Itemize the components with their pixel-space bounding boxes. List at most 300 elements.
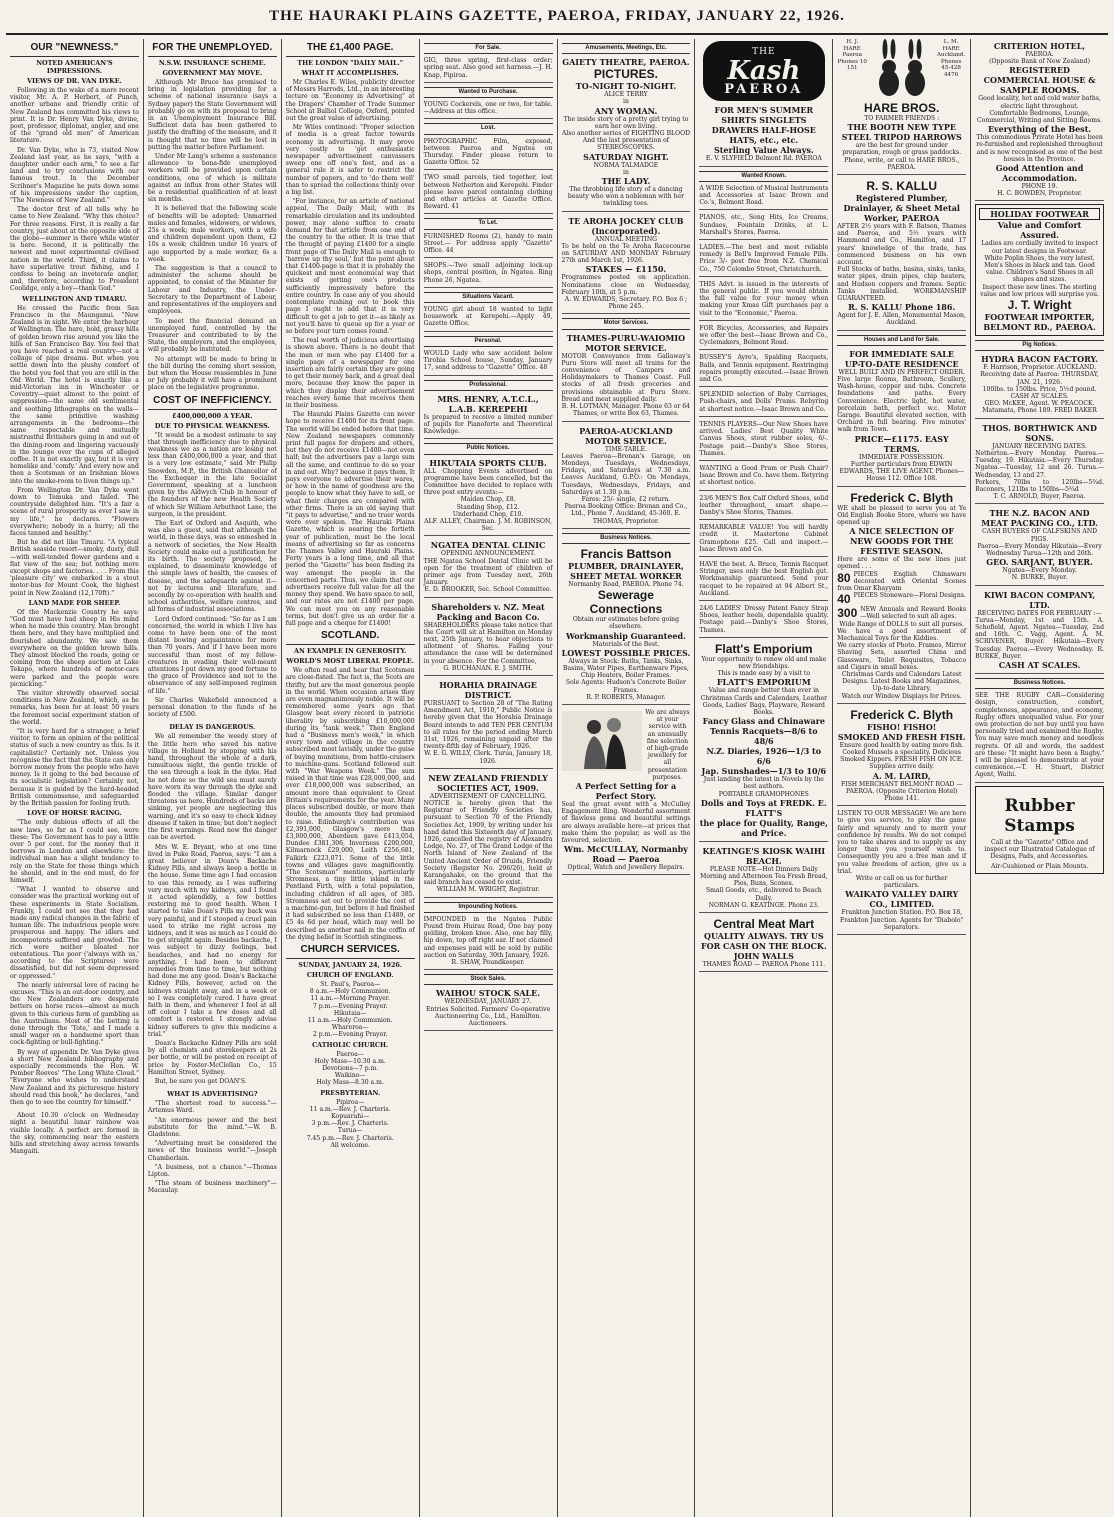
ad-text: N.Z. Diaries, 1926—1/3 to 6/6 [706,746,822,767]
ad-text: PORTABLE GRAMOPHONES [718,790,809,798]
paragraph: Mr Charles E. Wiles, publicity director of Messrs Harrods, Ltd., in an interesting lecture on "Economy in Advertising" at the Drapers' Chamber of Trade Summer School at Balliol College, Oxford, pointed out the great value of advertising. [285,79,415,123]
ad-text: Dolls and Toys at FREDK. E. FLATT'S [700,797,827,818]
column-5 [558,39,696,1517]
ad-item [837,606,966,620]
theatre-ad [562,55,691,211]
ad-text: SHAREHOLDERS please take notice that the Court will sit at Hamilton on Monday next, 25th January, to hear objections to allotment of Shares. Failing your attendance the case will be determined in your absence. For the Committee, [423,621,553,665]
ad-text: Fancy Glass and Chinaware [702,716,825,727]
ad-text: A NICE SELECTION OF NEW GOODS FOR THE FESTIVE SEASON. [849,526,955,557]
ad-signature: NORMAN G. KEATINGE. Phone 23. [708,901,819,909]
paragraph: Lord Oxford continued: "So far as I am concerned, the world in which I live has come to have been one of the most distant bowing acquaintance for more than 70 years. And if I have been more successful than most of my fellow-creatures in evading their well-meant attentions I put down my good fortune to the grace of Providence and not to the observance of any self-imposed regimen of life." [147,615,277,695]
ad-text: Everything of the Best. [987,124,1092,135]
list-item: 11 a.m.—Rev. J. Charteris. [309,1105,391,1113]
paragraph: "It would be a modest estimate to say that through inefficiency due to physical weakness we as a nation are losing not less than £400,000,000 a year, and that is a very low estimate," said Mr Philip Snowden, M.P., the British Chancellor of the Exchequer in the late Socialist Government, speaking at a luncheon given by the Aldwych Club in honour of the founders of the new Health Society of which Sir William Arbuthnot Lane, the surgeon, is the president. [147,431,277,518]
classified-ad: LADIES.—The best and most reliable remedy is Bell's Improved Female Pills. Price 3/- post free from N.Z. Chemical Co., 750 Colombo Street, Christchurch. [699,242,828,277]
classified-ad: YOUNG girl about 18 wanted to light housework at Kerepehi.—Apply 49, Gazette Office. [424,304,553,332]
classified-ad: REMARKABLE VALUE! You will hardly credit it. Mastertone Cabinet Gramophone £25. Call and inspect.—Isaac Brown and Co. [699,522,828,557]
article-subtitle: NOTED AMERICAN'S IMPRESSIONS. [36,59,113,75]
ad-text: WE shall be pleased to serve you at Ye Old English Booke Store, where we have opened up [837,504,967,526]
church-heading: CHURCH OF ENGLAND. [306,970,394,979]
hare-bros-ad [837,99,966,175]
ad-subtitle: Registered Plumber, Drainlayer, & Sheet Metal Worker, PAEROA [843,193,960,224]
ad-text: Small Goods, etc., delivered to Beach Daily. [705,887,822,902]
ad-text: LISTEN TO OUR MESSAGE! We are here to give you service, to play the game fairly and squarely and to merit your confidence by results. We do not compel you to take shares and to supply us any longer than you yourself wish to. Consequently you are a free man and if you value freedom of action, give us a trial. [837,810,967,875]
ad-text: FLATT'S EMPORIUM [716,677,811,688]
list-item: Devotions—7 p.m. [322,1064,379,1072]
notice-ad [424,538,553,597]
ad-signature: W. E. G. WILLY, Clerk. Turua, January 18, 1926. [424,750,553,765]
ad-signature: WILLIAM M. WRIGHT, Registrar. [436,886,540,894]
paragraph: "It is very hard for a stranger, a brief visitor, to form an opinion of the political status of such a new country as this. Is it capitalistic? Certainly not. Unless you recognise the fact that the State can only borrow money from the people who have money. Is it going to the bad because of its socialistic legislation? Certainly not, because it is guided by the hard-headed British commonsense, and safeguarded by the British passion for fooling truth. [10,728,139,808]
ad-date: WEDNESDAY, JANUARY 27. [444,998,532,1006]
ad-signature: WAIKATO VALLEY DAIRY CO., LIMITED. [845,889,959,910]
section-heading: LAND MADE FOR SHEEP. [28,598,121,607]
article-byline: DUE TO PHYSICAL WEAKNESS. [154,421,270,430]
paragraph: About 10.30 o'clock on Wednesday night a beautiful lunar rainbow was visible locally. A perfect arc formed in the sky, commencing near the eastern hills and stretching away across towards Mangaiti. [10,1112,139,1156]
ad-subtitle: ANNUAL MEETING [594,235,658,243]
ad-title: KEATINGE'S KIOSK WAIHI BEACH. [702,845,826,866]
bacon-ad [975,588,1104,674]
list-item: 8 a.m.—Holy Communion. [309,988,391,996]
ad-text: Value and range better than ever in Christmas Cards and Calendars, Leather Goods, Ladies' Bags, Playware, Reward Books. [700,687,828,716]
paragraph: But, be sure you get DOAN'S. [154,1078,247,1085]
ad-text: Ladies are cordially invited to inspect our latest designs in Footwear. [981,240,1098,255]
fish-ad [837,706,966,806]
ad-text: ANY WOMAN. [594,105,658,116]
ad-text: TO FARMER FRIENDS : [864,115,940,122]
ad-title: THOS. BORTHWICK AND SONS. [982,422,1097,443]
ad-text: CASH AT SCALES. [998,659,1081,670]
list-item: 7 p.m.—Evening Prayer. [312,1002,388,1010]
section-label: To Let. [424,218,553,229]
ad-text: AFTER 2½ years with F. Batson, Thames and Paeroa, and 5½ years with Hammond and Co., Hamilton, and 17 years' knowledge of the trade, has commenced business on his own account. [837,223,967,267]
ad-text: F. Harrison, Proprietor. AUCKLAND. [983,364,1096,372]
paragraph: "What I wanted to observe and consider was the practical working out of these experiments in State Socialism. Frankly, I could not see that they had made any radical changes in the fabric of human life. The industrious people were prosperous and happy. The idlers and incompetents suffered and growled. The rich were neither bloated nor ostentatious. The poor ('always with us,' according to the Scriptures) were dissatisfied, but did not seem depressed or oppressed." [10,886,139,980]
quote: "The shortest road to success."—Artemus Ward. [147,1100,277,1115]
ad-text: Programmes posted on application. Nominations close on Wednesday, February 10th, at 5 p.m. [561,274,691,296]
item-number: 300 [837,606,858,621]
ad-text: We have a good assortment of Mechanical Toys for the Kiddies. [837,627,967,642]
list-item: Paeroa— [336,1050,364,1058]
church-list [286,1051,415,1087]
article-title: DELAY IS DANGEROUS. [169,723,256,732]
notice-ad [424,456,553,537]
ad-signature: Paeroa Booking Office: Brenan and Co., Ltd., Phone 7. Auckland, 45-360. E. THOMAS, Proprietor. [564,503,688,525]
masthead: THE HAURAKI PLAINS GAZETTE, PAEROA, FRIDAY, JANUARY 22, 1926. [6,8,1108,35]
section-label: Pig Notices. [975,340,1104,351]
ad-text: Netherton.—Every Monday. Paeroa.—Tuesday, 19. Hikutaia.—Every Thursday. Ngatea.—Tuesday, 12 and 26. Turua.—Wednesday, 13 and 27. [975,449,1104,479]
ad-title: PAEROA-AUCKLAND MOTOR SERVICE. [579,425,673,446]
ad-title: HYDRA BACON FACTORY. [981,354,1098,365]
classified-ad: SHOPS.—Two small adjoining lock-up shops, central position, in Ngatea. Ring Phone 26, Ngatea. [424,260,553,288]
ad-title: THE N.Z. BACON AND MEAT PACKING CO., LTD. [981,508,1098,529]
ad-name: J. T. Wright [1007,298,1072,313]
ad-title: THAMES-PURU-WAIOMIO MOTOR SERVICE. [566,332,686,353]
paragraph: We all remember the weedy story of the little hero who saved his native village in Holland by stopping with his hand, throughout the whole of a dark, tumultuous night, the gentle trickle of the sea through a leak in the dyke. Had he not done so the wild sea must surely have worn its way through the dyke and flooded the village. Similar danger threatens us here. Hundreds of backs are sinking, yet people are neglecting this warning, and it's so easy to check kidney disease if taken in time; but don't neglect the first warnings. Read now the danger can be averted. [147,733,277,842]
ad-subtitle: ADVERTISEMENT OF CANCELLING. [429,792,547,800]
ad-signature: R. SHAW, Poundkeeper. [451,959,525,967]
ad-text: Tennis Racquets—8/6 to 48/6 [710,726,818,747]
section-label: Professional. [424,380,553,391]
ad-text: TO-NIGHT TO-NIGHT. [575,81,677,92]
ad-signature: E. D. BROOKER, Sec. School Committee. [424,586,552,594]
paragraph: He crossed the Pacific from San Francisco in the Maunganui. "New Zealand is in sight. We enter the harbour of Wellington. The bare, bold, grassy hills of golden brown rise around you like the hills of San Francisco Bay. You feel that you have reached a real country—not a collage of pipe dreams. But when you settle down into the plushy comfort of the hotel you feel that you are still in the Old World. The hotel is exactly like a mid-Victorian inn in Winchester or Coventry—quiet almost to the point of suppression—the same old sentimental and soothing lithographs on the walls—the same primitive washing arrangements in the bedrooms—the same respectable and mutually mistrustful Britishers going in and out of the dining-room and lingering vacuously in the lounge over the cups of alleged coffee. It is not exactly gay, but it is very homelike and 'comfy.' And every now and then a Scotsman or an Irishman blows into the smoke-room to liven things up." [10,304,139,485]
ad-title: FOR IMMEDIATE SALE [849,348,954,359]
ad-signature: JOHN WALLS [733,951,794,962]
couple-illustration-icon [562,711,642,771]
ad-signature: E. V. SLYFIELD Belmont Rd. PAEROA [705,155,822,163]
ad-text: Paeroa—Every Monday Hikutaia—Every Wednesday Turua—12th and 26th. [977,542,1102,557]
mccullay-ad [562,707,691,875]
ad-text: L. M. HARE Auckland. Phones 45-428 4476 [936,39,966,78]
rugby-ad: SEE THE RUGBY CAR—Considering design, construction, comfort, completeness, appearance, and economy, Rugby offers unequalled value. For your own protection do not buy until you have personally tried and examined the Rugby. You may save much money and needless regrets. Of all and words, the saddest are these: "It might have been a Rugby." I will be pleased to demonstrate at your convenience.—T. H. Stuart, District Agent, Waihi. [975,690,1104,782]
ad-text: THE BOOTH NEW TYPE STEEL TRIPOD HARROWS [841,122,962,143]
ad-title: NEW ZEALAND FRIENDLY SOCIETIES ACT, 1909. [428,772,548,793]
column-3 [282,39,420,1517]
column-7 [833,39,971,1517]
ad-title: NGATEA DENTAL CLINIC [430,540,546,551]
ad-text: Sterling Value Always. [713,145,814,156]
list-item: 3 p.m.—Rev. J. Charteris. [311,1120,389,1128]
ad-subtitle: Value and Comfort Assured. [997,220,1082,241]
church-heading: CATHOLIC CHURCH. [312,1040,389,1049]
item-text: NEW Annuals and Reward Books—Well selected to suit all ages. [860,606,967,621]
article-title: CHURCH SERVICES. [286,944,415,959]
ad-title: HOLIDAY FOOTWEAR [979,208,1100,220]
article-title: WHAT IS ADVERTISING? [167,1090,258,1099]
paragraph: The Earl of Oxford and Asquith, who was also a guest, said that although the world, in these days, was so enmeshed in a network of societies, the New Health Society could make out a justification for its birth. The society proposed, he explained, to disseminate knowledge of the simple laws of health, the causes of disease, and the safeguards against it—not by lectures and literature, and secondly by co-operation with health and school authorities, welfare centres, and all forms of industrial associations. [147,519,277,614]
list-item: Whareroa— [331,1024,369,1032]
ad-signature: Further particulars from EDWIN EDWARDS, THE LIVE AGENT. Phones—House 112. Office 108. [839,460,964,483]
quote: "The steam of business machinery"—Macaulay. [147,1180,277,1195]
ad-text: 100lbs. to 150lbs. Price, 5½d pound. CASH AT SCALES. [982,385,1097,401]
ad-text: WELL BUILT AND IN PERFECT ORDER. [838,368,965,376]
ad-text: Jap. Sunshades—1/3 to 10/6 [701,766,827,777]
classified-ad: TWO small parcels, tied together, lost between Netherton and Kerepehi. Finder please leave parcel containing clothing and other articles at Gazette Office. Reward. 41 [424,172,553,214]
ad-heading: PICTURES. [593,67,658,82]
ad-name: Wm. McCULLAY, Normanby Road — Paeroa [563,844,688,865]
list-item: St. Paul's, Paeroa— [320,980,381,988]
paragraph: "For instance, for an article of national appeal, The Daily Mail, with its remarkable circulation and its undoubted power, may alone suffice to create demand for that article from one end of the country to the other. It is true that the thought of paying £1400 for a single front page of The Daily Mail is enough to 'barrow up thy soul,' but the point about that £1400-page is that it is probably the quickest and most economical way that exists of getting one's products sufficiently impressively before the entire country. In case any of you should contemplate rushing out to book this page I ought to add that it is very difficult to get a job to get it—as likely as not you'll have to queue up for a year or so before your turn comes round." [285,198,415,335]
ad-text: Air-Cushioned or Plain Mounts. [990,863,1089,871]
ad-text: The inside story of a pretty girl trying to earn her own living. [563,115,689,130]
classified-ad: THIS Advt. is issued in the interests of the general public. If you would obtain the full value for your money when making your Xmas Gift purchases pay a visit to the "Economic," Paeroa. [699,279,828,321]
ad-subtitle: RECEIVING DATES FOR FEBRUARY :— [977,609,1102,617]
list-item: Standing Shop, £12. [456,503,520,511]
ad-text: IMMEDIATE POSSESSION. [858,453,945,461]
paragraph: The doctor first of all tells why he came to New Zealand. "Why this choice? For three reasons. First, it is really a far country, just about at the opposite side of the globe—summer is there while winter is here. Second, it is politically the newest and most experimental civilised nation in the world. Third, it claims to have superlative trout fishing, and I confess to being an inveterate angler, and, therefore, according to President Coolidge, only a boy—thank God." [10,206,139,293]
list-item: All welcome. [330,1141,370,1149]
ad-title: Shareholders v. NZ. Meat Packing and Bacon Co. [431,601,545,622]
ad-text: Also another series of FIGHTING BLOOD And the last presentation of STEREOSCOPIKS. [561,130,690,152]
ad-text: Inspect these new lines. The sterling value and low prices will surprise you. [980,283,1099,298]
ad-text: Good Attention and Accommodation. [995,163,1084,184]
columns [6,39,1108,1517]
ad-subtitle: SMOKED AND FRESH FISH. [837,731,966,742]
classified-ad: TENNIS PLAYERS—Our New Shoes have arrived. Ladies' Best Quality White Canvas Shoes, stout rubber soles, 6/-. Postage paid.—Danby's Shoe Stores, Thames. [699,419,828,461]
ad-text: H. J. HARE Paeroa Phones 10 151 [837,39,867,72]
ad-text: the place for Quality, Range, and Price. [699,817,828,838]
article-title: THE £1,400 PAGE. [286,42,415,57]
professional-ad [424,392,553,440]
bacon-ad [975,421,1104,505]
ad-text: MOTOR Conveyance from Gallaway's Puru Store will meet all trains for the convenience of Campers and Holidaymakers to Thames Coast. Full stocks of all fresh groceries and provisions obtainable at Puru Store. Bread and meat supplied daily. [561,352,691,403]
section-label: Public Notices. [424,443,553,454]
paragraph: But he did not like Timaru. "A typical British seaside resort—smoky, dusty, dull—with well-tended flower gardens and a flat view of the sea; but nothing more except shops and factories. . . . From this 'pleasure city' we embarked in a stout motor-bus for Mount Cook, the highest point in New Zealand (12,170ft)." [10,539,139,597]
ad-text: FOR MEN'S SUMMER SHIRTS SINGLETS DRAWERS HALF-HOSE HATS, etc., etc. [711,105,816,146]
column-1 [6,39,144,1517]
classified-ad: FURNISHED Rooms (2), handy to main Street.— For address apply "Gazette" Office. 44 [424,231,553,259]
article-subtitle: £400,000,000 A YEAR. [172,411,253,420]
motor-ad [562,331,691,422]
paragraph: We often read and hear that Scotsmen are close-fisted. The fact is, the Scots are thrifty, but are the most generous people in the world. When occasion arises they are even magnanimously noble. It will be remembered some years ago that Glasgow beat every record in patriotic liberality by subscribing £10,000,000 during its "tank week." Then England had a "Business men's week," in which every town and village in the country subscribed most lavishly, under the guise of buying munitions, from battle-cruisers to machine-guns. Scotland followed suit with "War Weapons Week." The sum raised in that time was £28,000,000, and over £18,000,000 was subscribed, an amount more than equivalent to Great Britain's requirements for the year. Many places subscribed double, or more than double, the amounts they had promised to raise. Edinburgh's contribution was £2,391,000, Glasgow's more than £3,000,000, Aberdeen gave £413,054, Dundee £381,306, Inverness £200,000, Kilmarnock £29,000, Leith £256,681, Falkirk £223,071. Some of the little towns and villages gave magnificently. "The Scotsman" mentions, particularly Stromness, a tiny little island in the Pentland Firth, with a total population, including children of all ages, of 385. Stromness set out to provide the cost of a machine-gun, but before it had finished it had subscribed no less than £1489, or £5 4s 6d per head, which may well be described as another nail in the coffin of the dying belief in Scottish stinginess. [285,667,415,941]
paragraph: The nearly universal love of racing he excuses. "This is an out-door country, and the New Zealanders are desperate betters on horse races—almost as much given to this curious form of gambling as the Australians. Most of the betting is done through the 'Tote,' and I made a small wager on a handsome sport than cock-fighting or bull-fighting." [10,981,139,1047]
ad-text: QUALITY ALWAYS. TRY US FOR CASH ON THE BLOCK. [700,931,827,952]
section-label: Lost. [424,123,553,134]
ad-title: A Perfect Setting for a Perfect Story. [575,781,677,801]
ad-title: MRS. HENRY, A.T.C.L., L.A.B. KEREPEHI [437,393,539,414]
ad-text: The throbbing life story of a dancing beauty who won a nobleman with her twinkling toes. [567,186,685,208]
ad-title: Flatt's Emporium [715,641,813,656]
ad-text: Ngatea—Every Monday. [1002,567,1077,575]
ad-text: To be held on the Te Aroha Racecourse on SATURDAY AND MONDAY February 27th and March 1st, 1926. [561,242,691,265]
notice-ad [424,600,553,676]
ad-text: Comfortable Bedrooms, Lounge, Commercial, Writing and Sitting Rooms. [976,109,1103,125]
section-label: Amusements, Meetings, Etc. [562,43,691,54]
keatinge-ad [699,844,828,913]
section-label: Stock Sales. [424,974,553,985]
ad-text: Frankton Junction Station. P.O. Box 18, Frankton Junction. Agents for "Diabolo" Separators. [840,909,964,931]
ad-text: Call at the "Gazette" Office and inspect our Illustrated Catalogue of Designs, Pads, and Accessories. [984,838,1095,860]
item-text: PIECES English Chinaware decorated with Oriental Scenes from Omar Khayyam [837,570,967,592]
classified-ad: PHOTOGRAPHIC Film, exposed, between Paeroa and Ngatea on Thursday. Finder please return to Gazette Office. 52 [424,136,553,171]
rabbits-icon [871,39,933,99]
list-item: Holy Mass—10.30 a.m. [314,1057,386,1065]
paragraph: By way of appendix Dr. Van Dyke gives a short New Zealand bibliography and especially recommends the Hon. W. Pember Reeves' "The Long White Cloud." "Everyone who wishes to understand New Zealand and its picturesque history should read this book," he declares, "and then go to see the country for himself." [10,1048,139,1107]
column-4 [420,39,558,1517]
section-label: Houses and Land for Sale. [837,335,966,346]
ad-text: PURSUANT to Section 28 of "The Rating Amendment Act, 1910," Public Notice is hereby given that the Horahia Drainage Board intends to add TEN PER CENTUM to all rates for the period ending March 31st, 1926, remaining unpaid after the twenty-fifth day of February, 1926. [423,699,553,751]
ad-text: PAEROA. [1025,51,1054,58]
notice-ad [424,771,553,898]
column-2 [144,39,282,1517]
ad-text: Wide Range of DOLLS to suit all purses. [839,620,965,628]
ad-text: Turua—Monday, 1st and 15th. A. Schofield, Agent. Ngatea—Tuesday, 2nd and 16th. C. Vagg, Agent. A. M. SCRIVENER, Buyer. Hikutaia—Every Tuesday. Paeroa.—Every Wednesday. R. BURKE, Buyer. [975,616,1104,660]
ad-text: SATURDAY NIGHT. [583,151,669,162]
ad-text: Here are some of the new lines just opened . . . [837,556,967,571]
quote: "A business, not a chance."—Thomas Lipton. [147,1163,277,1179]
paragraph: To meet the financial demand an unemployed fund, controlled by the Treasurer and contributed to by the State, the employers, and the employees, will probably be instituted. [147,317,277,354]
ad-title: Central Meat Mart [713,917,815,932]
ad-item [837,592,966,607]
paragraph: Of the Mackenzie Country he says: "God must have had sheep in His mind when he made this country. Man brought them here, and they have multiplied and flourished abundantly. We saw them everywhere on the golden brown hills. They almost blocked the roads, going or coming from the sheep auction at Lake Tekapo, where hundreds of motor-cars were parked and the people were picnicking." [10,608,139,688]
paragraph: It is believed that the following scale of benefits will be adopted: Unmarried males and females, widowers, or widows, 25s a week; male workers, with a wife and children dependent upon them, £2 10s a week; children under 16 years of age supported by a male worker, 6s a week. [147,205,277,263]
ad-title: WAIHOU STOCK SALE. [436,988,541,999]
article-subtitle: THE LONDON "DAILY MAIL." [297,59,404,67]
ad-text: Seal the great event with a McCulley Engagement Ring. Wonderful assortment of flawless gems and beautiful settings are always available here—at prices that make them the popular, as well as the favoured, selection. [561,801,691,845]
ad-text: Just landing the latest in Novels by the best authors. [703,776,824,791]
section-label: For Sale. [424,43,553,54]
motor-ad [562,424,691,529]
ad-signature: ALF. ALLEY, Chairman. J. M. ROBINSON, Sec. [424,517,552,533]
ad-text: Normanby Road, PAEROA. Phone 74. [568,580,684,588]
ad-side-text: We are always at your service with an unusually fine selection of high-grade jewellery for all presentation purposes. [645,708,690,781]
logo-text: Kash [727,56,801,87]
list-item: Holy Mass—8.30 a.m. [316,1079,384,1087]
list-item: 7.45 p.m.—Rev. J. Charteris. [306,1134,394,1142]
church-list [286,981,415,1039]
ad-text: Phone, write, or call to HARE BROS., PAEROA. [844,156,960,171]
item-text: PIECES Stoneware—Floral Designs. [853,592,966,600]
list-item: 11 a.m.—Morning Prayer. [310,995,390,1003]
classified-ad: SPLENDID selection of Baby Carriages, Push-chairs, and Dolls' Prams. Rebyring at shortest notice.—Isaac Brown and Co. [699,389,828,417]
article-title: FOR THE UNEMPLOYED. [148,42,277,57]
ad-text: R. S. KALLU Phone 186. [848,302,956,313]
article-title: SCOTLAND. [286,630,415,645]
article-subtitle: N.S.W. INSURANCE SCHEME. [158,59,266,67]
list-item: Waikino— [334,1072,366,1080]
paragraph: The visitor shrewdly observed social conditions in New Zealand, which, as he remarks, has been for at least 50 years the foremost social experiment station of the world. [10,690,139,726]
ad-signature: B. H. LOTMAN, Manager. Phone 63 or 64 Thames, or write Box 63, Thames. [561,403,691,418]
ad-text: Leaves Paeroa—Brenan's Garage, on Mondays, Tuesdays, Wednesdays, Fridays, and Saturdays at 7.30 a.m. Leaves Auckland, G.P.O.: On Mondays, Tuesdays, Wednesdays, Fridays, and Saturdays at 1.30 p.m. [561,452,691,496]
ad-signature: G. BUCHANAN. E. J. SMITH. [443,664,533,672]
list-item: Hikutaia— [333,1009,367,1017]
ad-title: Francis Battson [580,546,672,561]
blyth-ad [837,489,966,704]
section-label: Personal. [424,336,553,347]
paragraph: Mr Wiles continued: "Proper selection of media is a great factor towards economy in advertising. It may prove very costly to 'get enthusiastic newspaper advertisement canvassers sweep one off one's feet, and as a general rule it is safer to restrict the number of papers, and to 'do them well' than to spread the collections thinly over a big list. [285,124,415,197]
column-6 [695,39,833,1517]
ad-signature: T. C. ARNOLD, Buyer, Paeroa. [993,493,1086,501]
ad-title: Frederick C. Blyth [850,490,954,505]
paragraph: The real worth of judicious advertising is shown above. There is no doubt that the man or men who pay £1400 for a single page of a newspaper for one insertion are fairly certain they are going to get their money back, and a great deal more, because they know the paper in which they display their advertisement reaches every home that receives them in their business. [285,337,415,409]
ad-tagline: Optical, Watch and Jewellery Repairs. [567,864,685,872]
ad-text: This is made easy by a visit to [717,670,811,678]
ad-signature: H. C. BOWDEN, Proprietor. [997,190,1082,198]
flatt-ad [699,640,828,842]
section-heading: WELLINGTON AND TIMARU. [22,294,127,303]
ad-signature: A. M. LAIRD, [872,770,931,781]
ad-text: Five large Rooms, Bathroom, Scullery, Wash-house, copper and tubs. Concrete foundations and paths. Every Convenience. Electric light, hot water, porcelain bath, perfect w.c. Motor Garage. Beautiful elevated section, with Orchard in full bearing. Five minutes' walk from Town. [837,376,967,434]
ad-heading: FISHO! FISHO! [867,721,937,732]
ad-title: HIKUTAIA SPORTS CLUB. [429,457,547,468]
paragraph: The suggestion is that a council to administer the scheme should be appointed, to consist of the Minister for Labour and Industry, the Under-Secretary to the Department of Labour, and representatives of the employers and employees. [147,265,277,316]
ad-subtitle: UP-TO-DATE RESIDENCE [844,358,959,369]
section-label: Impounding Notices. [424,902,553,913]
bacon-ad [975,352,1104,418]
residence-ad [837,347,966,487]
column-8 [971,39,1108,1517]
footwear-ad [975,204,1104,336]
ad-text: in [623,168,629,176]
church-heading: PRESBYTERIAN. [320,1088,381,1097]
meat-mart-ad [699,915,828,972]
ad-signature: A. W. EDWARDS, Secretary. P.O. Box 6 ; Phone 245. [564,296,688,311]
ad-text: Watch our Window Displays for Prices. [841,692,962,700]
classified-ad: WOULD Lady who saw accident below Tirohia School house, Sunday, January 17, send address to "Gazette" Office. 48 [424,348,553,376]
ad-text: Entries Solicited. Farmers' Co-operative Auctioneering Co., Ltd., Hamilton. Auctioneers. [425,1005,551,1028]
ad-text: Men's Shoes in black and tan. Good value. Children's Sand Shoes in all shapes and sizes. [984,262,1095,284]
rubber-stamps-ad [975,786,1104,875]
section-label: Business Notices. [562,533,691,544]
item-number: 40 [837,592,851,607]
section-label: Wanted to Purchase. [424,87,553,98]
classified-ad: 24/6 LADIES' Dressy Patent Fancy Strap Shoes, leather heels, dependable quality. Postage paid.—Danby's Shoe Stores, Thames. [699,603,828,638]
ad-text: GEO. SARJANT, BUYER. [986,557,1093,568]
kallu-ad [837,177,966,331]
ad-text: Fares: 25/- single, £2 return. [581,495,671,503]
list-item: 2 p.m.—Evening Prayer. [312,1031,388,1039]
ad-text: THAMES ROAD — PAEROA Phone 111. [702,961,826,969]
ad-subtitle: OPENING ANNOUNCEMENT. [440,550,536,558]
paragraph: The Hauraki Plains Gazette can never hope to receive £1400 for its front page. The world will be ended before that time. New Zealand newspapers commonly print full pages for drapers and others, but they do not receive £1400—not even half; but the advertisers pay a large sum all the same, and continue to do so year in and out. Why? because it pays them. It pays everyone to advertise their wares, or how in the name of goodness are the people to know what they have to sell, or what their charges are compared with other firms. There is an old saying that "it pays to advertise," and no truer words were ever spoken. The Hauraki Plains Gazette, which is nearing the fortieth year of publication, must be the local means of advertising so far as concerns the Thames Valley and Hauraki Plains. Forty years is a long time, and all that period the "Gazette" has been finding its way amongst the people in the concerned parts. Thus, we claim that our advertisers receive full value for all the money they spend. We have space to sell, and our rates are not £1400 per page. We can meet you on any reasonable terms, but don't give us an order for a full page and a cheque for £1400! [285,411,415,628]
ad-text: White Poplin Shoes, the very latest. [984,254,1095,262]
paragraph: Although Mr Bruce has promised to bring in legislation providing for a scheme of national insurance (says a Sydney paper) the State Government will probably go on with its proposal to bring in an Unemployment Insurance Bill. Sufficient data has been gathered to justify the drafting of the measure, and it is thought that no time will be lost in putting the matter before Parliament. [147,79,277,151]
hotel-ad [975,39,1104,201]
ad-text: (Opposite Bank of New Zealand) [989,58,1090,66]
ad-text: PHONE 19. [1021,183,1058,191]
church-list [286,1099,415,1149]
classified-ad: FOR Bicycles, Accessories, and Repairs we offer the best—Isaac Brown and Co., Cyclemakers, Belmont Road. [699,323,828,351]
classified-ad: GIG, three spring, first-class order; spring seat. Also good set harness.—J. H. Knap, Pipiroa. [424,55,553,83]
ad-text: NORMA TALMADGE [593,161,659,169]
ad-title: Frederick C. Blyth [850,707,954,722]
classified-ad: WANTING a Good Pram or Push Chair? Isaac Brown and Co. have them. Retyring at shortest notice. [699,463,828,491]
item-number: 80 [837,570,851,585]
ad-text: Christmas Cards and Calendars Latest Designs. Latest Books and Magazines, Up-to-date Library. [841,670,962,693]
ad-text: THE LADY. [601,176,651,187]
classified-ad: HAVE the best. A. Bruce, Tennis Racquet Stringer, uses only the best English gut. Workmanship guaranteed. Send your racquet to be repaired at 94 Albert St., Auckland. [699,559,828,601]
paragraph: No attempt will be made to bring in the bill during the coming short session, but when the House reassembles in June or July probably it will have a prominent place on the legislative programme. [147,355,277,392]
classified-ad: PIANOS, etc., Song Hits, Ice Creams, Sundaes, Fountain Drinks, at L. Marshall's Stores, Paeroa. [699,212,828,240]
list-item: Turua— [337,1127,363,1135]
ad-text: are the best for ground under preparation, rough or grass paddocks. [842,142,962,157]
ad-text: LOWEST POSSIBLE PRICES. [561,647,691,658]
ad-text: Receiving date at Paeroa: THURSDAY, JAN. 21, 1926. [980,371,1099,386]
ad-text: FISH MERCHANT BELMONT ROAD — PAEROA. (Opposite Criterion Hotel) Phone 141. [840,780,963,802]
ad-text: PRICE—£1175. EASY TERMS. [854,433,949,454]
ad-text: Ensure good health by eating more fish. [839,741,964,749]
section-label: Situations Vacant. [424,292,553,303]
ad-heading: Sewerage Connections [589,588,663,617]
section-label: Motor Services. [562,318,691,329]
paragraph: Dr. Van Dyke, who is 73, visited New Zealand last year, as he says, "with a daughter under each arm," to see a far land and to try conclusions with our famous trout. In the December Scribner's Magazine he puts down some of his impressions under the caption, "The Newness of New Zealand." [10,146,139,205]
list-item: Underhand Chop, £10. [452,510,524,518]
ad-text: Your opportunity to renew old and make new friendships. [701,655,827,670]
ad-title: HARE BROS. [864,101,940,115]
ad-subtitle: PLUMBER, DRAINLAYER, SHEET METAL WORKER [568,560,684,581]
article-byline: GOVERNMENT MAY MOVE. [162,69,263,77]
ad-signature: N. BURKE, Buyer. [1011,574,1068,582]
article-title: COST OF INEFFICIENCY. [148,395,277,410]
classified-ad: A WIDE Selection of Musical Instruments and Accessories at Isaac Brown and Co.'s, Belmont Road. [699,183,828,211]
article-byline: WORLD'S MOST LIBERAL PEOPLE. [286,657,414,666]
ad-title: R. S. KALLU [866,179,938,194]
ad-title: KIWI BACON COMPANY, LTD. [983,589,1096,610]
paragraph: Sir Charles Wakefield announced a personal donation to the funds of he society of £500. [147,696,277,719]
logo-text: THE [752,47,776,57]
paragraph: Mrs W. E. Bryant, who at one time lived in Puke Road, Paeroa, says: "I am a great believer in Doan's Backache Kidney Pills, and always keep a bottle in the house. Some time ago I had occasion to use this remedy, as I was suffering very much with my kidneys, and I found it acted splendidly, a few bottles restoring me to good health. When I started to take Doan's Pills my back was very painful, and if I stooped a cruel pain used to strike me right across my kidneys, and it was as much as I could do to get straight again. Besides backache, I was subject to dizzy feelings, bad headaches, and had no energy for anything. I had been to different remedies from time to time, but nothing had done me any good. Doan's Backache Kidney Pills, however, acted on the kidneys straight away, and in a week or so I was completely cured. I have great faith in them, and whenever I feel at all off colour I take a few doses and all comfort is restored. I strongly advise kidney sufferers to give this medicine a trial." [147,843,277,1038]
list-item: Maiden Chop, £8. [460,496,516,504]
article-title: OUR "NEWNESS." [10,42,139,57]
paragraph: From Wellington Dr. Van Dyke went down to Temuka and failed. The countryside delighted him. "It's a fair a scene of rural prosperity as ever I saw in my life," he declares. "Flowers everywhere; nobody in a hurry; all the faces tanned and healthy." [10,486,139,537]
paragraph: "The only dubious effects of all the new laws, so far as I could see, were these: The Government has to pay a little over 5 per cent. for the money that it borrows in London and elsewhere: the individual man has a slight tendency to rely on the State for those things which he should, and in the end must, do for himself. [10,819,139,884]
list-item: Kopuarahi— [331,1113,370,1120]
ad-text: PLEASE NOTE—Hot Dinners Daily Morning and Afternoon Tea Fresh Bread, Pies, Buns, Scones. [700,865,828,888]
ad-text: Full Stocks of baths, basins, sinks, tanks, water pipes, drain pipes, chip heaters, and Hudson coppers and frames. Septic Tanks installed. WORKMANSHIP GUARANTEED. [837,266,967,303]
ad-text: in [623,98,629,106]
ad-text: CASH BUYERS OF CALFSKINS AND PIGS. [982,528,1098,543]
